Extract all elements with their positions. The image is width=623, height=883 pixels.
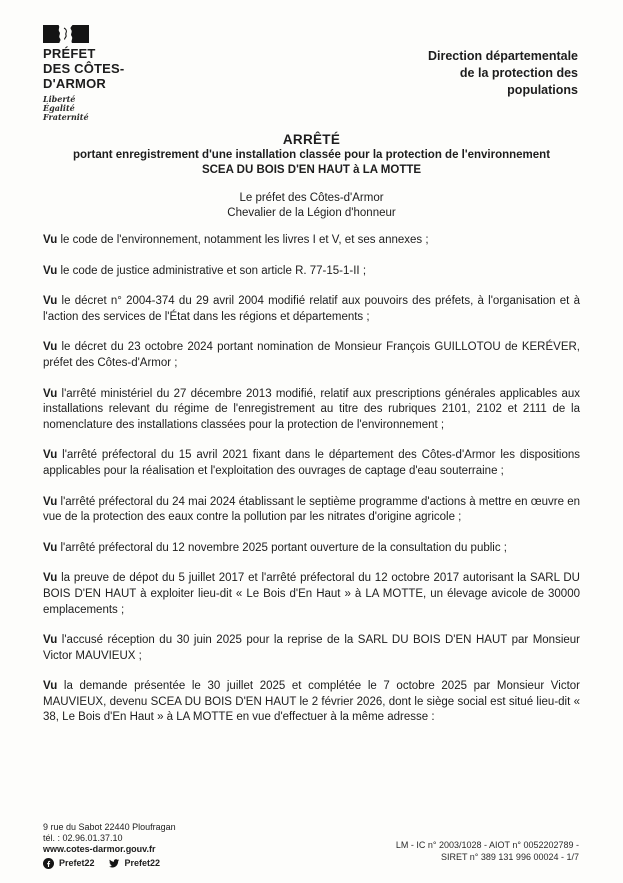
vu-paragraph — [43, 495, 580, 526]
agency-name-line: D'ARMOR — [43, 76, 106, 91]
vu-paragraph — [43, 541, 580, 557]
agency-name — [43, 46, 124, 91]
direction-line: de la protection des — [459, 66, 578, 80]
vu-text: le décret n° 2004-374 du 29 avril 2004 modifié relatif aux pouvoirs des préfets, à l'organisation et à l'action des services de l'État dans les régions et départements ; — [43, 295, 580, 323]
facebook-icon — [43, 858, 54, 869]
motto-line: Liberté — [43, 94, 76, 104]
vu-text: l'arrêté ministériel du 27 décembre 2013 modifié, relatif aux prescriptions générales applicables aux installations relevant du régime de l'enregistrement au titre des rubriques 2101, 2102 et 2111 de la nomenclature des installations classées pour la protection de l'environnement ; — [43, 387, 580, 431]
reference-line: SIRET n° 389 131 996 00024 - 1/7 — [440, 851, 579, 862]
document-entity: SCEA DU BOIS D'EN HAUT à LA MOTTE — [201, 164, 422, 176]
vu-lead: Vu — [43, 495, 58, 508]
reference-line: LM - IC n° 2003/1028 - AIOT n° 0052202789 - — [395, 840, 579, 850]
footer-reference-block — [396, 840, 579, 863]
vu-paragraph — [43, 633, 580, 664]
vu-lead: Vu — [43, 341, 58, 354]
direction-line: populations — [507, 83, 578, 97]
twitter-handle: Prefet22 — [124, 857, 161, 868]
vu-paragraph — [43, 571, 580, 618]
vu-text: le décret du 23 octobre 2024 portant nomination de Monsieur François GUILLOTOU de KERÉVER, préfet des Côtes-d'Armor ; — [43, 341, 580, 369]
vu-text: l'arrêté préfectoral du 24 mai 2024 établissant le septième programme d'actions à mettre en œuvre en vue de la protection des eaux contre la pollution par les nitrates d'origine agricole ; — [43, 495, 580, 524]
vu-lead: Vu — [43, 634, 58, 647]
document-subtitle: portant enregistrement d'une installation classée pour la protection de l'environnement — [72, 149, 551, 161]
vu-text: le code de l'environnement, notamment les livres I et V, et ses annexes ; — [60, 234, 429, 246]
issuer-line: Chevalier de la Légion d'honneur — [227, 207, 396, 219]
agency-name-line: PRÉFET — [43, 46, 96, 61]
footer-social-row — [43, 858, 176, 869]
vu-paragraph — [43, 679, 580, 726]
twitter-icon — [108, 858, 120, 869]
footer-address: 9 rue du Sabot 22440 Ploufragan — [43, 821, 176, 832]
vu-lead: Vu — [43, 234, 58, 246]
vu-lead: Vu — [43, 449, 58, 462]
vu-paragraph — [43, 233, 580, 249]
vu-text: la demande présentée le 30 juillet 2025 et complétée le 7 octobre 2025 par Monsieur Victor MAUVIEUX, devenu SCEA DU BOIS D'EN HAUT le 2 février 2026, dont le siège social est situé lieu-dit « 38, Le Bois d'En Haut » à LA MOTTE en vue d'effectuer à la même adresse : — [43, 680, 580, 724]
vu-text: l'arrêté préfectoral du 12 novembre 2025 portant ouverture de la consultation du public ; — [60, 541, 507, 554]
vu-paragraph — [43, 340, 580, 371]
prefecture-logo-block — [43, 25, 124, 122]
marianne-flag-icon — [43, 25, 89, 43]
vu-lead: Vu — [43, 541, 58, 554]
vu-text: l'accusé réception du 30 juin 2025 pour la reprise de la SARL DU BOIS D'EN HAUT par Monsieur Victor MAUVIEUX ; — [43, 634, 581, 662]
issuer-line: Le préfet des Côtes-d'Armor — [239, 192, 384, 204]
footer-phone: tél. : 02.96.01.37.10 — [43, 833, 123, 844]
footer-contact-block — [43, 822, 176, 869]
vu-paragraph — [43, 448, 580, 479]
vu-lead: Vu — [43, 295, 58, 308]
agency-name-line: DES CÔTES- — [43, 61, 125, 76]
vu-lead: Vu — [43, 680, 58, 693]
facebook-handle: Prefet22 — [59, 857, 95, 868]
motto-line: Fraternité — [43, 112, 89, 122]
decree-body — [43, 233, 580, 741]
motto-line: Égalité — [43, 103, 75, 113]
vu-paragraph — [43, 264, 580, 280]
vu-lead: Vu — [43, 264, 58, 277]
issuer-block — [43, 191, 580, 221]
vu-text: la preuve de dépot du 5 juillet 2017 et l'arrêté préfectoral du 12 octobre 2017 autorisant la SARL DU BOIS D'EN HAUT à exploiter lieu-dit « Le Bois d'En Haut » à LA MOTTE, un élevage avicole de 30000 emplacements ; — [43, 572, 580, 616]
vu-paragraph — [43, 294, 580, 325]
vu-text: le code de justice administrative et son article R. 77-15-1-II ; — [60, 264, 367, 277]
direction-line: Direction départementale — [427, 49, 578, 63]
vu-paragraph — [43, 387, 580, 434]
title-block — [43, 131, 580, 221]
vu-lead: Vu — [43, 387, 58, 400]
footer-website: www.cotes-darmor.gouv.fr — [43, 844, 156, 855]
vu-lead: Vu — [43, 572, 58, 585]
document-title: ARRÊTÉ — [282, 132, 341, 147]
republic-motto — [43, 95, 124, 122]
vu-text: l'arrêté préfectoral du 15 avril 2021 fixant dans le département des Côtes-d'Armor les dispositions applicables pour la réalisation et l'exploitation des ouvrages de captage d'eau souterraine ; — [43, 449, 580, 477]
department-direction — [428, 48, 578, 99]
